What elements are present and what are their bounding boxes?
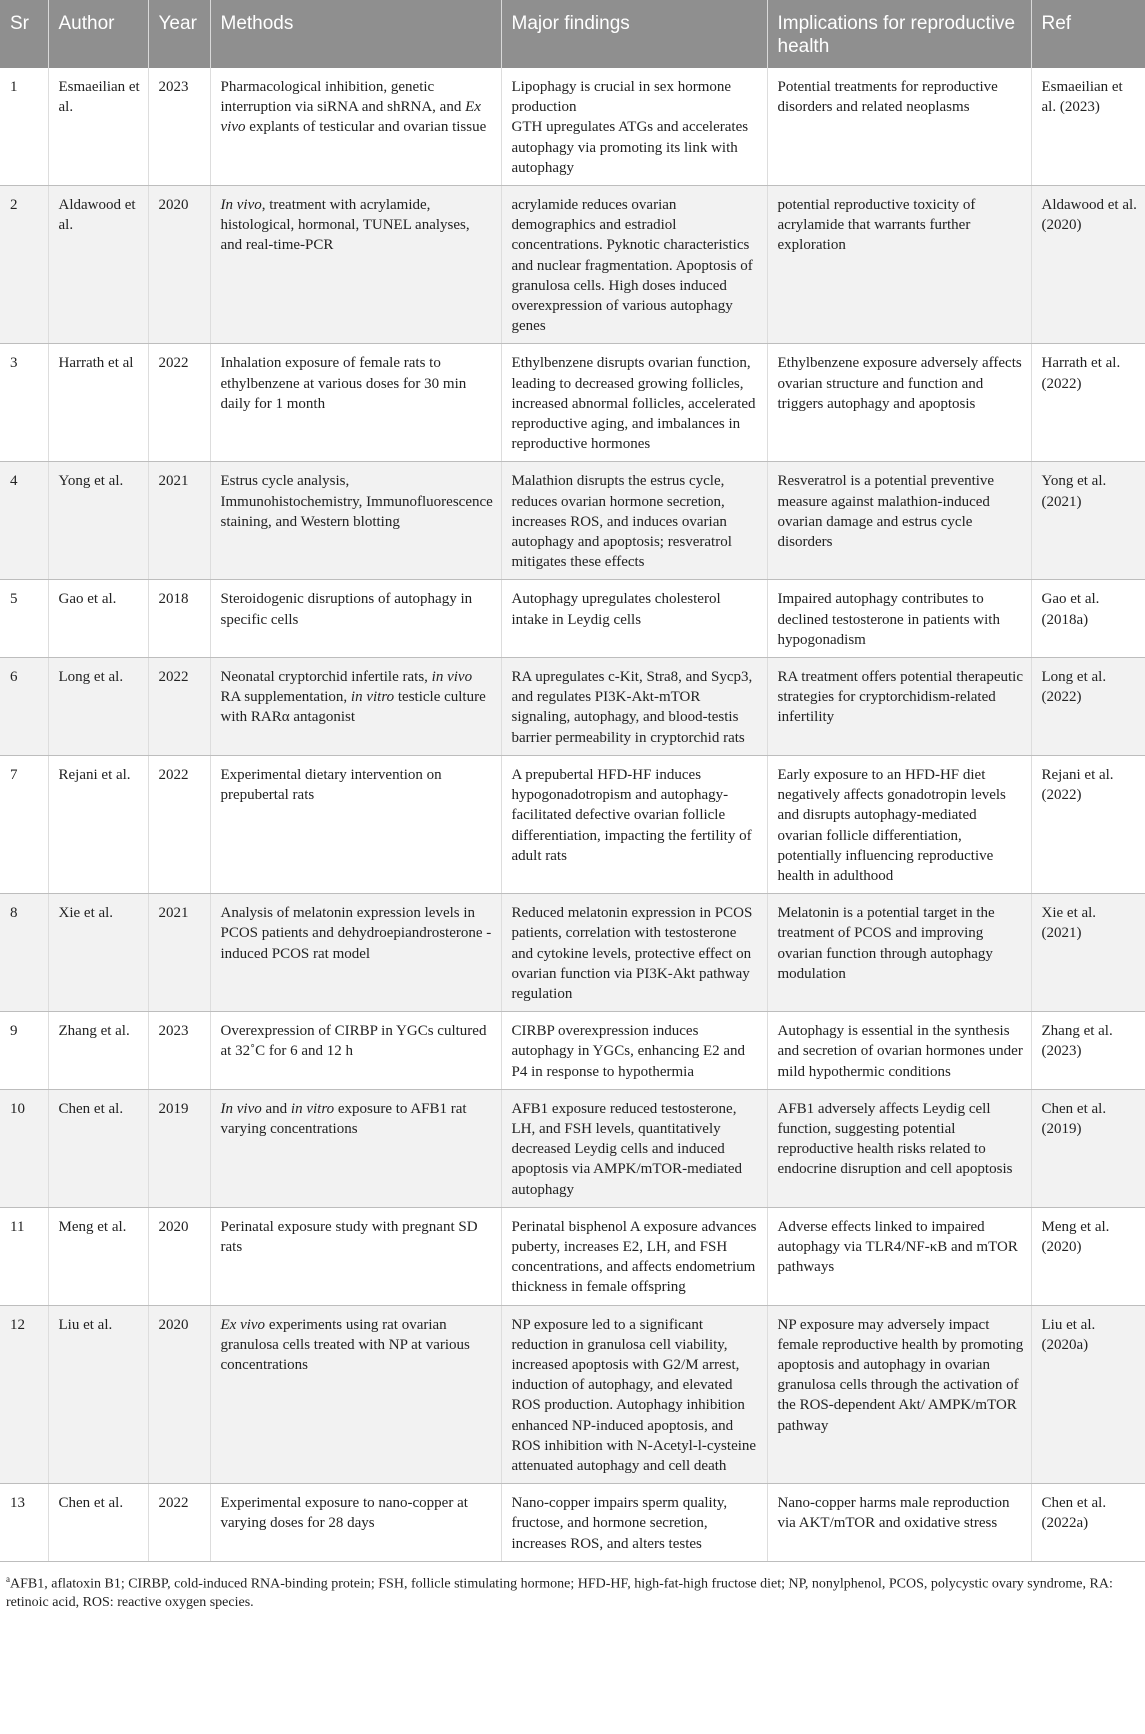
cell-implications: Potential treatments for reproductive disorders and related neoplasms	[767, 68, 1031, 186]
cell-implications: Ethylbenzene exposure adversely affects ovarian structure and function and triggers autophagy and apoptosis	[767, 344, 1031, 462]
table-body	[0, 68, 1145, 1561]
cell-ref: Xie et al. (2021)	[1031, 894, 1145, 1012]
table-row	[0, 580, 1145, 658]
cell-sr: 2	[0, 186, 48, 344]
cell-methods: Experimental exposure to nano-copper at varying doses for 28 days	[210, 1484, 501, 1562]
cell-sr: 11	[0, 1207, 48, 1305]
cell-major-findings: Ethylbenzene disrupts ovarian function, leading to decreased growing follicles, increased abnormal follicles, accelerated reproductive aging, and imbalances in reproductive hormones	[501, 344, 767, 462]
table-row	[0, 1484, 1145, 1562]
cell-major-findings: Perinatal bisphenol A exposure advances puberty, increases E2, LH, and FSH concentrations, and affects endometrium thickness in female offspring	[501, 1207, 767, 1305]
cell-methods: Pharmacological inhibition, genetic interruption via siRNA and shRNA, and Ex vivo explants of testicular and ovarian tissue	[210, 68, 501, 186]
cell-methods: In vivo and in vitro exposure to AFB1 rat varying concentrations	[210, 1089, 501, 1207]
header-implications: Implications for reproductive health	[767, 0, 1031, 68]
cell-major-findings: AFB1 exposure reduced testosterone, LH, and FSH levels, quantitatively decreased Leydig cells and induced apoptosis via AMPK/mTOR-mediated autophagy	[501, 1089, 767, 1207]
header-author: Author	[48, 0, 148, 68]
cell-implications: Adverse effects linked to impaired autophagy via TLR4/NF-κB and mTOR pathways	[767, 1207, 1031, 1305]
cell-author: Zhang et al.	[48, 1012, 148, 1090]
cell-author: Xie et al.	[48, 894, 148, 1012]
cell-sr: 5	[0, 580, 48, 658]
table-row	[0, 658, 1145, 756]
table-row	[0, 1089, 1145, 1207]
cell-sr: 13	[0, 1484, 48, 1562]
cell-ref: Meng et al. (2020)	[1031, 1207, 1145, 1305]
header-methods: Methods	[210, 0, 501, 68]
cell-year: 2021	[148, 894, 210, 1012]
table-row	[0, 186, 1145, 344]
cell-methods: Analysis of melatonin expression levels in PCOS patients and dehydroepiandrosterone -induced PCOS rat model	[210, 894, 501, 1012]
cell-year: 2021	[148, 462, 210, 580]
cell-year: 2018	[148, 580, 210, 658]
cell-ref: Zhang et al. (2023)	[1031, 1012, 1145, 1090]
cell-year: 2022	[148, 658, 210, 756]
cell-methods: Experimental dietary intervention on prepubertal rats	[210, 755, 501, 893]
cell-implications: Autophagy is essential in the synthesis and secretion of ovarian hormones under mild hypothermic conditions	[767, 1012, 1031, 1090]
cell-implications: Resveratrol is a potential preventive measure against malathion-induced ovarian damage and estrus cycle disorders	[767, 462, 1031, 580]
cell-year: 2022	[148, 344, 210, 462]
footnote-text: AFB1, aflatoxin B1; CIRBP, cold-induced RNA-binding protein; FSH, follicle stimulating hormone; HFD-HF, high-fat-high fructose diet; NP, nonylphenol, PCOS, polycystic ovary syndrome, RA: retinoic acid, ROS: reactive oxygen species.	[6, 1576, 1113, 1611]
cell-year: 2020	[148, 1207, 210, 1305]
cell-ref: Yong et al. (2021)	[1031, 462, 1145, 580]
cell-author: Liu et al.	[48, 1305, 148, 1484]
cell-major-findings: Autophagy upregulates cholesterol intake in Leydig cells	[501, 580, 767, 658]
cell-ref: Aldawood et al. (2020)	[1031, 186, 1145, 344]
cell-implications: Melatonin is a potential target in the treatment of PCOS and improving ovarian function through autophagy modulation	[767, 894, 1031, 1012]
cell-sr: 3	[0, 344, 48, 462]
cell-ref: Gao et al. (2018a)	[1031, 580, 1145, 658]
footnote-marker: a	[6, 1573, 10, 1584]
cell-major-findings: A prepubertal HFD-HF induces hypogonadotropism and autophagy-facilitated defective ovarian follicle differentiation, impacting the fertility of adult rats	[501, 755, 767, 893]
cell-author: Esmaeilian et al.	[48, 68, 148, 186]
table-row	[0, 1207, 1145, 1305]
cell-author: Chen et al.	[48, 1089, 148, 1207]
cell-methods: Estrus cycle analysis, Immunohistochemistry, Immunofluorescence staining, and Western blotting	[210, 462, 501, 580]
cell-methods: Steroidogenic disruptions of autophagy in specific cells	[210, 580, 501, 658]
cell-sr: 10	[0, 1089, 48, 1207]
cell-sr: 1	[0, 68, 48, 186]
cell-author: Long et al.	[48, 658, 148, 756]
cell-major-findings: Malathion disrupts the estrus cycle, reduces ovarian hormone secretion, increases ROS, and induces ovarian autophagy and apoptosis; resveratrol mitigates these effects	[501, 462, 767, 580]
table-header-row	[0, 0, 1145, 68]
cell-author: Chen et al.	[48, 1484, 148, 1562]
cell-major-findings: CIRBP overexpression induces autophagy in YGCs, enhancing E2 and P4 in response to hypothermia	[501, 1012, 767, 1090]
cell-author: Yong et al.	[48, 462, 148, 580]
cell-sr: 4	[0, 462, 48, 580]
cell-sr: 9	[0, 1012, 48, 1090]
cell-sr: 7	[0, 755, 48, 893]
cell-author: Harrath et al	[48, 344, 148, 462]
cell-major-findings: RA upregulates c-Kit, Stra8, and Sycp3, and regulates PI3K-Akt-mTOR signaling, autophagy, and blood-testis barrier permeability in cryptorchid rats	[501, 658, 767, 756]
cell-major-findings: Lipophagy is crucial in sex hormone production GTH upregulates ATGs and accelerates autophagy via promoting its link with autophagy	[501, 68, 767, 186]
cell-implications: AFB1 adversely affects Leydig cell function, suggesting potential reproductive health risks related to endocrine disruption and cell apoptosis	[767, 1089, 1031, 1207]
cell-methods: Ex vivo experiments using rat ovarian granulosa cells treated with NP at various concentrations	[210, 1305, 501, 1484]
table-row	[0, 1012, 1145, 1090]
cell-year: 2020	[148, 1305, 210, 1484]
cell-ref: Esmaeilian et al. (2023)	[1031, 68, 1145, 186]
cell-year: 2022	[148, 1484, 210, 1562]
cell-methods: Neonatal cryptorchid infertile rats, in vivo RA supplementation, in vitro testicle culture with RARα antagonist	[210, 658, 501, 756]
cell-major-findings: acrylamide reduces ovarian demographics and estradiol concentrations. Pyknotic characteristics and nuclear fragmentation. Apoptosis of granulosa cells. High doses induced overexpression of various autophagy genes	[501, 186, 767, 344]
cell-author: Meng et al.	[48, 1207, 148, 1305]
cell-implications: potential reproductive toxicity of acrylamide that warrants further exploration	[767, 186, 1031, 344]
cell-ref: Chen et al. (2019)	[1031, 1089, 1145, 1207]
table-row	[0, 68, 1145, 186]
cell-implications: NP exposure may adversely impact female reproductive health by promoting apoptosis and autophagy in ovarian granulosa cells through the activation of the ROS-dependent Akt/ AMPK/mTOR pathway	[767, 1305, 1031, 1484]
cell-ref: Chen et al. (2022a)	[1031, 1484, 1145, 1562]
cell-author: Aldawood et al.	[48, 186, 148, 344]
cell-major-findings: Reduced melatonin expression in PCOS patients, correlation with testosterone and cytokine levels, protective effect on ovarian function via PI3K-Akt pathway regulation	[501, 894, 767, 1012]
table-row	[0, 755, 1145, 893]
cell-year: 2023	[148, 68, 210, 186]
cell-author: Gao et al.	[48, 580, 148, 658]
cell-author: Rejani et al.	[48, 755, 148, 893]
header-ref: Ref	[1031, 0, 1145, 68]
header-major-findings: Major findings	[501, 0, 767, 68]
cell-sr: 6	[0, 658, 48, 756]
cell-major-findings: NP exposure led to a significant reduction in granulosa cell viability, increased apoptosis with G2/M arrest, induction of autophagy, and elevated ROS production. Autophagy inhibition enhanced NP-induced apoptosis, and ROS inhibition with N-Acetyl-l-cysteine attenuated autophagy and cell death	[501, 1305, 767, 1484]
cell-methods: In vivo, treatment with acrylamide, histological, hormonal, TUNEL analyses, and real-time-PCR	[210, 186, 501, 344]
table-row	[0, 1305, 1145, 1484]
cell-implications: Impaired autophagy contributes to declined testosterone in patients with hypogonadism	[767, 580, 1031, 658]
table-row	[0, 344, 1145, 462]
cell-methods: Perinatal exposure study with pregnant SD rats	[210, 1207, 501, 1305]
cell-year: 2022	[148, 755, 210, 893]
cell-ref: Harrath et al. (2022)	[1031, 344, 1145, 462]
header-year: Year	[148, 0, 210, 68]
cell-implications: RA treatment offers potential therapeutic strategies for cryptorchidism-related infertility	[767, 658, 1031, 756]
cell-year: 2019	[148, 1089, 210, 1207]
cell-major-findings: Nano-copper impairs sperm quality, fructose, and hormone secretion, increases ROS, and alters testes	[501, 1484, 767, 1562]
cell-ref: Long et al. (2022)	[1031, 658, 1145, 756]
cell-methods: Overexpression of CIRBP in YGCs cultured at 32˚C for 6 and 12 h	[210, 1012, 501, 1090]
cell-methods: Inhalation exposure of female rats to ethylbenzene at various doses for 30 min daily for 1 month	[210, 344, 501, 462]
cell-ref: Rejani et al. (2022)	[1031, 755, 1145, 893]
cell-year: 2020	[148, 186, 210, 344]
cell-sr: 8	[0, 894, 48, 1012]
cell-implications: Nano-copper harms male reproduction via AKT/mTOR and oxidative stress	[767, 1484, 1031, 1562]
header-sr: Sr	[0, 0, 48, 68]
table-footnote	[0, 1562, 1145, 1613]
table-row	[0, 462, 1145, 580]
cell-implications: Early exposure to an HFD-HF diet negatively affects gonadotropin levels and disrupts autophagy-mediated ovarian follicle differentiation, potentially influencing reproductive health in adulthood	[767, 755, 1031, 893]
cell-year: 2023	[148, 1012, 210, 1090]
table-row	[0, 894, 1145, 1012]
cell-sr: 12	[0, 1305, 48, 1484]
cell-ref: Liu et al. (2020a)	[1031, 1305, 1145, 1484]
